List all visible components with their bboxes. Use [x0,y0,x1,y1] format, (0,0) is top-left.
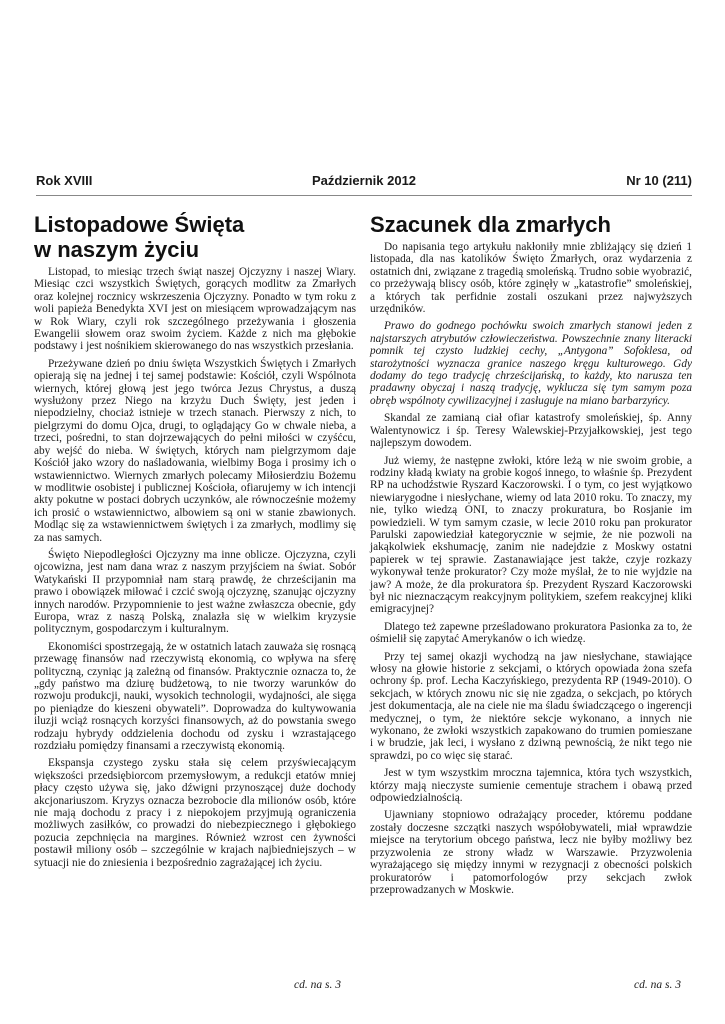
article-left-paragraph: Święto Niepodległości Ojczyzny ma inne oblicze. Ojczyzna, czyli ojcowizna, jest nam dana wraz z naszym przyjściem na świat. Sobór Watykański II przypomniał nam starą prawdę, że chrześcijanin ma prawo i obowiązek miłować i czcić swoją ojczyznę, szanując ojczyzny innych narodów. Przypomnienie to jest ważne zwłaszcza obecnie, gdy Europa, wraz z naszą Polską, znalazła się w wielkim kryzysie politycznym, gospodarczym i kulturalnym. [34,548,356,636]
article-right-paragraph: Dlatego też zapewne prześladowano prokuratora Pasionka za to, że ośmielił się zapytać Amerykanów o ich wiedzę. [370,620,692,646]
article-right-paragraph-italic: Prawo do godnego pochówku swoich zmarłych stanowi jeden z najstarszych atrybutów człowieczeństwa. Powszechnie znany literacki pomnik tej czysto ludzkiej cechy, „Antygona” Sofoklesa, od starożytności wyznacza granice naszego kręgu kulturowego. Gdy dodamy do tego tradycję chrześcijańską, to każdy, kto narusza ten pradawny obyczaj i naszą tradycję, wyklucza się tym samym poza obręb wspólnoty cywilizacyjnej i zasługuje na miano barbarzyńcy. [370,320,692,407]
article-left [34,212,356,874]
article-right [370,212,692,901]
article-left-paragraph: Ekonomiści spostrzegają, że w ostatnich latach zauważa się rosnącą przewagę finansów nad rzeczywistą ekonomią, co wpływa na sferę polityczną, czyniąc ją zależną od finansów. Praktycznie oznacza to, że „gdy państwo ma dziurę budżetową, to nie tworzy warunków do rozwoju produkcji, nauki, wysokich technologii, wydajności, ale sięga po pieniądze do kieszeni obywateli”. Doprowadza do kultywowania iluzji wciąż rosnących korzyści finansowych, aż do powstania swego rodzaju hybrydy oddzielenia dochodu od zysku i wzrastającego rozdziału pomiędzy finansami a rzeczywistą ekonomią. [34,640,356,753]
volume-year: Rok XVIII [36,173,93,188]
article-right-paragraph: Skandal ze zamianą ciał ofiar katastrofy smoleńskiej, śp. Anny Walentynowicz i śp. Teresy Walewskiej-Przyjałkowskiej, jest tego najlepszym dowodem. [370,412,692,450]
masthead [36,173,692,195]
article-left-continued-note: cd. na s. 3 [294,979,341,991]
article-left-paragraph: Listopad, to miesiąc trzech świąt naszej Ojczyzny i naszej Wiary. Miesiąc czci wszystkich Świętych, gorących modlitw za Zmarłych oraz kolejnej rocznicy wskrzeszenia Ojczyzny. Ponadto w tym roku z woli papieża Benedykta XVI jest on miesiącem wprowadzającym nas w Rok Wiary, czyli rok szczególnego przeżywania i głoszenia Ewangelii słowem oraz swoim życiem. Każde z nich ma głębokie podstawy i jest nośnikiem skierowanego do nas wszystkich przesłania. [34,266,356,353]
article-right-title: Szacunek dla zmarłych [370,212,611,237]
masthead-divider [36,195,692,196]
article-right-paragraph: Jest w tym wszystkim mroczna tajemnica, która tych wszystkich, którzy mają nieczyste sumienie cementuje strachem i obawą przed odpowiedzialnością. [370,767,692,805]
issue-number: Nr 10 (211) [626,173,692,188]
article-left-paragraph: Przeżywane dzień po dniu święta Wszystkich Świętych i Zmarłych opierają się na jednej i tej samej podstawie: Kościół, czyli Wspólnota wiernych, której głową jest jego twórca Jezus Chrystus, a duszą wysłużony przez Niego na krzyżu Duch Święty, jest jeden i niepodzielny, chociaż istnieje w trzech stanach. Pierwszy z nich, to pielgrzymi do domu Ojca, drugi, to oglądający Go w chwale nieba, a trzeci, pośredni, to stan dojrzewających do pełni miłości w czyśćcu, aby wejść do nieba. W świętych, których nam pielgrzymom daje Kościół jako wzory do naśladowania, wielbimy Boga i prosimy ich o wstawiennictwo. Wiernych zmarłych polecamy Miłosierdziu Bożemu w modlitwie osobistej i publicznej Kościoła, ofiarujemy w ich intencji akty pokutne w postaci dobrych uczynków, ale równocześnie możemy ich prosić o wstawiennictwo, albowiem są oni w stanie zbawionych. Modląc się za wstawiennictwem świętych i za zmarłych, modlimy się za nas samych. [34,357,356,544]
article-left-title-line1: Listopadowe Święta [34,212,245,237]
article-right-paragraph: Do napisania tego artykułu nakłoniły mnie zbliżający się dzień 1 listopada, dla nas katolików Święto Zmarłych, oraz wydarzenia z ostatnich dni, związane z tragedią smoleńską. Trudno sobie wyobrazić, co przeżywają bliscy osób, które zginęły w „katastrofie” smoleńskiej, a których tak perfidnie zostali oszukani przez najwyższych urzędników. [370,241,692,316]
article-right-paragraph: Przy tej samej okazji wychodzą na jaw niesłychane, stawiające włosy na głowie historie z sekcjami, o których opowiada żona szefa ochrony śp. prof. Lecha Kaczyńskiego, prezydenta RP (1949-2010). O sekcjach, w których znowu nic się nie zgadza, o sekcjach, po których jest dokumentacja, ale na ciele nie ma śladu świadczącego o ingerencji medycznej, o tym, że niektóre sekcje wykonano, a innych nie wykonano, że zwłoki wszystkich zapakowano do trumien pomieszane i w brudzie, jak leci, i wysłano z dziwną pewnością, że nikt tego nie sprawdzi, po co więc się starać. [370,650,692,762]
article-right-paragraph: Ujawniany stopniowo odrażający proceder, któremu poddane zostały doczesne szczątki naszych współobywateli, miał wprawdzie miejsce na terytorium obcego państwa, lecz nie byłby możliwy bez przyzwolenia ze strony władz w Warszawie. Przyzwolenia wyrażającego się między innymi w rezygnacji z obecności polskich prokuratorów i patomorfologów przy sekcjach zwłok przeprowadzanych w Moskwie. [370,809,692,896]
issue-date: Październik 2012 [311,173,417,188]
article-left-title [34,212,356,262]
article-right-paragraph: Już wiemy, że następne zwłoki, które leżą w nie swoim grobie, a rodziny kładą kwiaty na grobie kogoś innego, to właśnie śp. Prezydent RP na uchodźstwie Ryszard Kaczorowski. I o tym, co jest wyjątkowo niewiarygodne i niesłychane, wiemy od lata 2010 roku. To znaczy, my nie, tylko wiedzą ONI, to znaczy prokuratura, bo Rosjanie im powiedzieli. W tym samym czasie, w lecie 2010 roku pan prokurator Parulski zapowiedział kategorycznie w sejmie, że nie pozwoli na jakąkolwiek ekshumację, zanim nie nadejdzie z Moskwy ostatni papierek w tej sprawie. Zastanawiające jest także, czyje rozkazy wykonywał tenże prokurator? Czy może myślał, że to nie wyjdzie na jaw? A może, że dla prokuratora śp. Prezydent Ryszard Kaczorowski był nic nieznaczącym reakcyjnym politykiem, szefem reakcyjnej kliki emigracyjnej? [370,454,692,616]
article-right-continued-note: cd. na s. 3 [634,979,681,991]
article-left-paragraph: Ekspansja czystego zysku stała się celem przyświecającym większości przedsiębiorcom przemysłowym, a redukcji etatów mniej płacy często używa się, jako dźwigni przynoszącej duże dochody akcjonariuszom. Kryzys oznacza bezrobocie dla milionów osób, które nie mają dochodu z pracy i z niepokojem przyjmują ograniczenia możliwych zasiłków, co prowadzi do niebezpiecznego i głębokiego pozucia zepchnięcia na margines. Również wzrost cen żywności postawił miliony osób – szczególnie w krajach najbiedniejszych – w sytuacji nie do zniesienia i bezpośrednio zagrażającej ich życiu. [34,757,356,869]
article-left-title-line2: w naszym życiu [34,237,200,262]
